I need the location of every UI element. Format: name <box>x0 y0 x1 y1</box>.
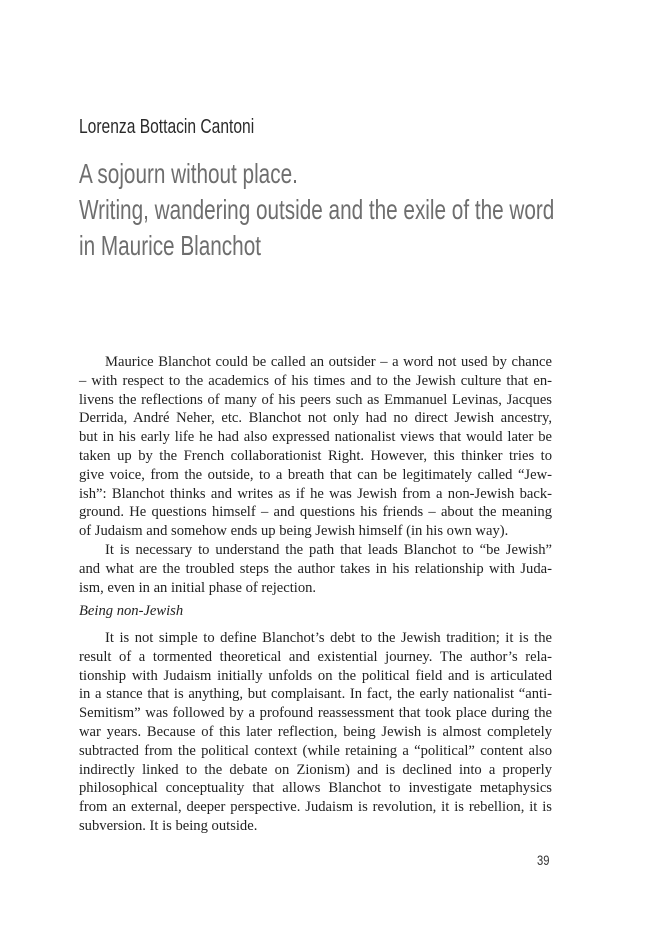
text-line: from an external, deeper perspective. Judaism is revolution, it is rebellion, it is <box>79 799 552 816</box>
paragraph-2 <box>79 541 552 597</box>
text-line: ground. He questions himself – and questions his friends – about the meaning <box>79 504 552 521</box>
text-line: in a stance that is anything, but complaisant. In fact, the early nationalist “anti- <box>79 686 552 703</box>
text-line: subversion. It is being outside. <box>79 817 258 834</box>
title-line: A sojourn without place. <box>79 158 298 189</box>
text-line: result of a tormented theoretical and existential journey. The author’s rela- <box>79 648 552 665</box>
section-heading: Being non-Jewish <box>79 603 184 619</box>
title-line: in Maurice Blanchot <box>79 230 261 261</box>
text-line: of Judaism and somehow ends up being Jewish himself (in his own way). <box>79 523 509 540</box>
title-line: Writing, wandering outside and the exile of the word <box>79 194 555 225</box>
page-number: 39 <box>537 852 550 868</box>
paragraph-1 <box>79 353 552 541</box>
text-line: Semitism” was followed by a profound reassessment that took place during the <box>79 705 552 722</box>
text-line: subtracted from the political context (while retaining a “political” content also <box>79 742 552 759</box>
text-line: Derrida, André Neher, etc. Blanchot not only had no direct Jewish ancestry, <box>79 410 552 427</box>
text-line: war years. Because of this later reflection, being Jewish is almost completely <box>79 723 552 740</box>
text-line: and what are the troubled steps the author takes in his relationship with Juda- <box>79 560 552 577</box>
author-name: Lorenza Bottacin Cantoni <box>79 116 255 138</box>
text-line: philosophical conceptuality that allows Blanchot to investigate metaphysics <box>79 780 552 797</box>
text-line: taken up by the French collaborationist Right. However, this thinker tries to <box>79 447 552 464</box>
being-non-jewish-section <box>79 629 552 836</box>
article-title <box>79 156 555 264</box>
text-line: tionship with Judaism initially unfolds on the political field and is articulated <box>79 667 552 684</box>
text-line: Maurice Blanchot could be called an outsider – a word not used by chance <box>105 354 552 370</box>
text-line: ish”: Blanchot thinks and writes as if he was Jewish from a non-Jewish back- <box>79 485 552 502</box>
text-line: indirectly linked to the debate on Zionism) and is declined into a properly <box>79 761 552 778</box>
text-line: It is necessary to understand the path that leads Blanchot to “be Jewish” <box>105 541 552 558</box>
text-line: give voice, from the outside, to a breath that can be legitimately called “Jew- <box>79 466 552 483</box>
intro-section <box>79 353 552 597</box>
paragraph-3 <box>79 629 552 836</box>
text-line: – with respect to the academics of his times and to the Jewish culture that en- <box>79 372 552 389</box>
text-line: It is not simple to define Blanchot’s debt to the Jewish tradition; it is the <box>105 630 552 646</box>
text-line: ism, even in an initial phase of rejection. <box>79 579 317 596</box>
text-line: but in his early life he had also expressed nationalist views that would later be <box>79 429 552 446</box>
text-line: livens the reflections of many of his peers such as Emmanuel Levinas, Jacques <box>79 391 552 408</box>
